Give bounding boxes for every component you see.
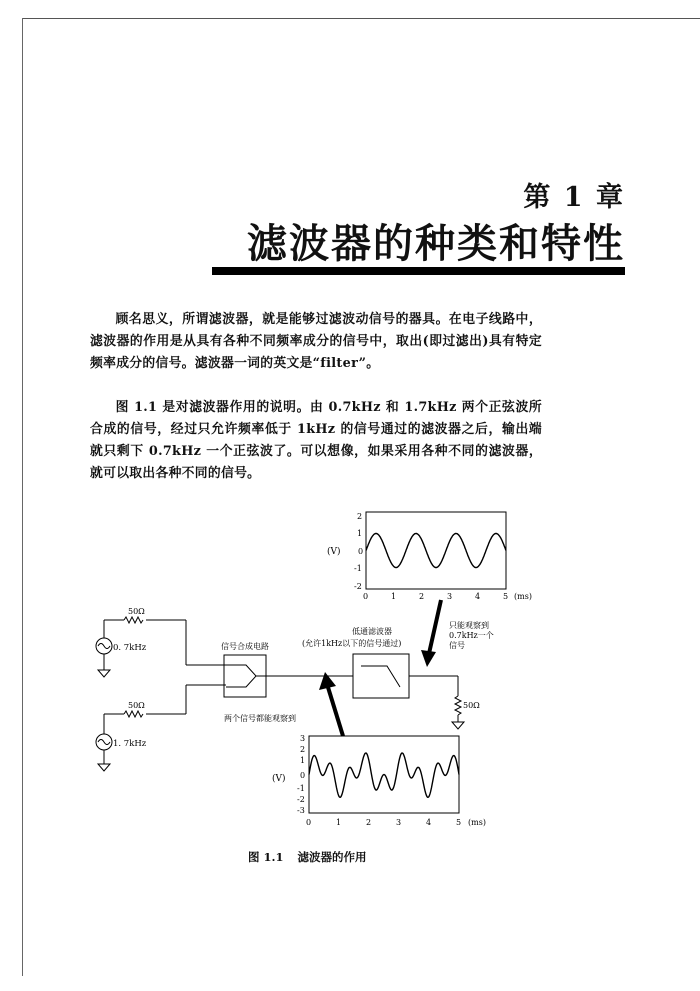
combined-ytick: 2 [300,745,306,754]
ground-icon [98,764,110,771]
source1-label: 0. 7kHz [113,643,147,653]
paragraph-intro: 顾名思义，所谓滤波器，就是能够过滤波动信号的器具。在电子线路中，滤波器的作用是从具有各种不同频率成分的信号中，取出(即过滤出)具有特定频率成分的信号。滤波器一词的英文是“filter”。 [90,312,542,371]
both-signals-label: 两个信号都能观察到 [224,714,296,723]
resistor1-label: 50Ω [128,607,145,616]
output-wiring [409,676,464,729]
combined-plot-ylabel: (V) [272,774,286,784]
low-pass-filter-block [353,654,409,698]
output-xtick: 2 [419,592,425,601]
combiner-wiring [186,620,226,714]
output-ytick: 2 [357,512,363,521]
caption-number: 图 1.1 [248,850,284,864]
output-ytick: 0 [358,547,364,556]
signal-combiner-block [224,655,266,697]
output-xtick: 4 [475,592,481,601]
combined-xtick: 2 [366,818,372,827]
chapter-number: 第 1 章 [523,182,625,213]
combined-ytick: 0 [300,771,306,780]
source2-label: 1. 7kHz [113,739,147,749]
arrow-from-combined [319,672,343,736]
output-xtick: 0 [363,592,369,601]
lpf-description: (允许1kHz以下的信号通过) [302,639,402,648]
observe-only-label: 只能观察到 [449,621,489,630]
combined-xtick: 0 [306,818,312,827]
combined-signal-plot [272,734,486,827]
page-top-border [22,18,700,19]
output-waveform [366,534,506,568]
combined-ytick: 3 [300,734,306,743]
output-ytick: 1 [357,529,363,538]
observe-only-unit: 信号 [449,641,465,650]
load-resistor [455,696,461,715]
output-ytick: -1 [354,564,362,573]
output-ytick: -2 [354,582,362,591]
output-plot-ylabel: (V) [327,547,341,557]
figure-caption [248,849,381,865]
combined-ytick: -2 [297,795,305,804]
output-xtick: 3 [447,592,453,601]
combined-xunit: (ms) [468,818,486,827]
resistor-1 [124,617,143,623]
caption-text: 滤波器的作用 [297,850,367,864]
ground-icon [452,722,464,729]
paragraph-figure-explanation: 图 1.1 是对滤波器作用的说明。由 0.7kHz 和 1.7kHz 两个正弦波所合成的信号，经过只允许频率低于 1kHz 的信号通过的滤波器之后，输出端就只剩下 0.7kHz 一个正弦波了。可以想像，如果采用各种不同的滤波器，就可以取出各种不同的信号。 [90,400,542,481]
combined-ytick: 1 [300,756,306,765]
ground-icon [98,670,110,677]
resistor-2 [124,711,143,717]
output-xtick: 5 [503,592,509,601]
load-resistor-label: 50Ω [463,701,480,710]
lpf-label: 低通滤波器 [352,627,392,636]
combined-ytick: -1 [297,784,305,793]
chapter-title: 滤波器的种类和特性 [247,221,625,267]
observe-only-frequency: 0.7kHz一个 [449,631,494,640]
output-xunit: (ms) [514,592,532,601]
combined-ytick: -3 [297,806,305,815]
combined-xtick: 3 [396,818,402,827]
combined-xtick: 4 [426,818,432,827]
output-plot-frame [366,512,506,589]
combined-waveform [309,753,459,797]
output-signal-plot [327,512,532,601]
resistor2-label: 50Ω [128,701,145,710]
arrow-to-output [421,600,441,667]
combiner-label: 信号合成电路 [221,642,269,651]
combined-xtick: 1 [336,818,342,827]
combined-xtick: 5 [456,818,462,827]
title-rule [212,267,625,275]
output-xtick: 1 [391,592,397,601]
filter-figure [0,500,700,880]
